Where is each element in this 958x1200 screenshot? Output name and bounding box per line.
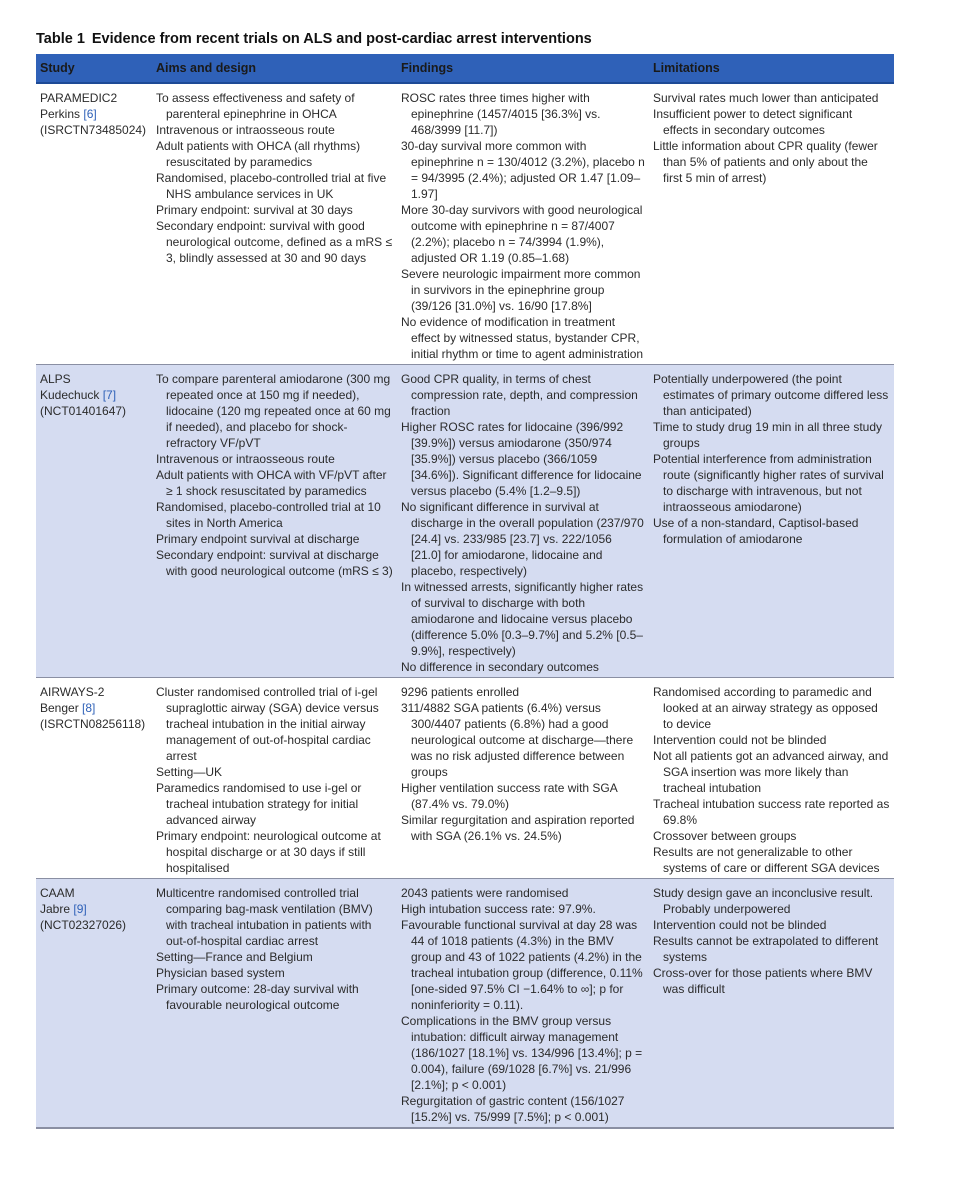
limitation-item: Potential interference from administration route (significantly higher rates of survival to discharge with intravenous, but not intraosseous amiodarone) <box>653 452 884 514</box>
study-cell <box>36 365 152 678</box>
table-caption-label: Table 1 <box>36 31 85 47</box>
study-author: Jabre <box>40 902 71 916</box>
aims-item: Adult patients with OHCA (all rhythms) resuscitated by paramedics <box>156 139 361 169</box>
limitation-item: Results cannot be extrapolated to different systems <box>653 934 879 964</box>
findings-cell <box>397 365 649 678</box>
aims-item: Intravenous or intraosseous route <box>156 452 335 466</box>
finding-item: More 30-day survivors with good neurological outcome with epinephrine n = 87/4007 (2.2%); placebo n = 74/3994 (1.9%), adjusted OR 1.19 (0.85–1.68) <box>401 203 643 265</box>
finding-item: No significant difference in survival at discharge in the overall population (237/970 [24.4] vs. 233/985 [23.7] vs. 222/1056 [21.0] for amiodarone, lidocaine and placebo, respectively) <box>401 500 644 578</box>
reference-link[interactable]: [9] <box>73 902 87 916</box>
study-author: Perkins <box>40 107 81 121</box>
aims-item: Primary outcome: 28-day survival with favourable neurological outcome <box>156 982 359 1012</box>
aims-item: Secondary endpoint: survival at discharge with good neurological outcome (mRS ≤ 3) <box>156 548 393 578</box>
limitation-item: Intervention could not be blinded <box>653 918 827 932</box>
finding-item: 2043 patients were randomised <box>401 886 569 900</box>
limitation-item: Time to study drug 19 min in all three study groups <box>653 420 882 450</box>
table-body <box>36 83 894 1128</box>
reference-link[interactable]: [7] <box>102 388 117 402</box>
finding-item: Higher ventilation success rate with SGA (87.4% vs. 79.0%) <box>401 781 618 811</box>
study-cell <box>36 678 152 879</box>
finding-item: Regurgitation of gastric content (156/1027 [15.2%] vs. 75/999 [7.5%]; p < 0.001) <box>401 1094 625 1124</box>
limitation-item: Tracheal intubation success rate reported as 69.8% <box>653 797 890 827</box>
header-aims-and-design: Aims and design <box>156 61 257 75</box>
reference-link[interactable]: [8] <box>82 701 96 715</box>
table-caption <box>36 28 894 50</box>
finding-item: Good CPR quality, in terms of chest compression rate, depth, and compression fraction <box>401 372 638 418</box>
aims-item: Cluster randomised controlled trial of i-gel supraglottic airway (SGA) device versus tracheal intubation in the initial airway management of out-of-hospital cardiac arrest <box>156 685 379 763</box>
table-row <box>36 365 894 678</box>
study-cell <box>36 879 152 1129</box>
header-findings: Findings <box>401 61 454 75</box>
evidence-table <box>36 54 894 1129</box>
findings-cell <box>397 879 649 1129</box>
aims-item: Multicentre randomised controlled trial comparing bag-mask ventilation (BMV) with tracheal intubation in patients with out-of-hospital cardiac arrest <box>156 886 373 948</box>
limitation-item: Intervention could not be blinded <box>653 733 827 747</box>
finding-item: ROSC rates three times higher with epinephrine (1457/4015 [36.3%] vs. 468/3999 [11.7]) <box>401 91 601 137</box>
table-row <box>36 678 894 879</box>
table-container <box>36 28 894 1129</box>
limitation-item: Potentially underpowered (the point estimates of primary outcome differed less than anticipated) <box>653 372 889 418</box>
aims-item: Secondary endpoint: survival with good neurological outcome, defined as a mRS ≤ 3, blindly assessed at 30 and 90 days <box>156 219 393 265</box>
aims-item: Paramedics randomised to use i-gel or tracheal intubation strategy for initial advanced airway <box>156 781 362 827</box>
study-author-line <box>40 387 148 403</box>
reference-link[interactable]: [6] <box>83 107 97 121</box>
aims-item: Primary endpoint: neurological outcome at hospital discharge or at 30 days if still hospitalised <box>156 829 381 875</box>
aims-cell <box>152 83 397 365</box>
study-cell <box>36 83 152 365</box>
finding-item: 311/4882 SGA patients (6.4%) versus 300/4407 patients (6.8%) had a good neurological outcome at discharge—there was no risk adjusted difference between groups <box>401 701 634 779</box>
study-author-line <box>40 700 148 716</box>
limitation-item: Results are not generalizable to other systems of care or different SGA devices <box>653 845 880 875</box>
study-name: CAAM <box>40 886 75 900</box>
study-registration-id: (NCT02327026) <box>40 918 127 932</box>
finding-item: Complications in the BMV group versus intubation: difficult airway management (186/1027 [18.1%] vs. 134/996 [13.4%]; p = 0.004), failure (69/1028 [6.7%] vs. 21/996 [2.1%]; p < 0.001) <box>401 1014 643 1092</box>
limitation-item: Randomised according to paramedic and looked at an airway strategy as opposed to device <box>653 685 878 731</box>
study-registration-id: (NCT01401647) <box>40 404 127 418</box>
aims-item: Setting—UK <box>156 765 223 779</box>
finding-item: 9296 patients enrolled <box>401 685 520 699</box>
study-name: ALPS <box>40 372 71 386</box>
limitations-cell <box>649 365 894 678</box>
aims-item: To assess effectiveness and safety of parenteral epinephrine in OHCA <box>156 91 355 121</box>
finding-item: 30-day survival more common with epinephrine n = 130/4012 (3.2%), placebo n = 94/3995 (2.4%); adjusted OR 1.47 [1.09–1.97] <box>401 139 645 201</box>
aims-item: Primary endpoint survival at discharge <box>156 532 360 546</box>
study-author-line <box>40 106 148 122</box>
aims-item: Setting—France and Belgium <box>156 950 313 964</box>
study-name: AIRWAYS-2 <box>40 685 105 699</box>
finding-item: Severe neurologic impairment more common in survivors in the epinephrine group (39/126 [31.0%] vs. 16/90 [17.8%] <box>401 267 641 313</box>
findings-cell <box>397 83 649 365</box>
limitations-cell <box>649 879 894 1129</box>
aims-item: Intravenous or intraosseous route <box>156 123 335 137</box>
table-row <box>36 879 894 1129</box>
finding-item: Higher ROSC rates for lidocaine (396/992 [39.9%]) versus amiodarone (350/974 [35.9%]) versus placebo (366/1059 [34.6%]). Significant difference for lidocaine versus placebo (5.4% [1.2–9.5]) <box>401 420 642 498</box>
aims-cell <box>152 879 397 1129</box>
study-registration-id: (ISRCTN08256118) <box>40 717 146 731</box>
aims-item: Physician based system <box>156 966 285 980</box>
finding-item: No difference in secondary outcomes <box>401 660 599 674</box>
limitations-cell <box>649 678 894 879</box>
aims-item: Randomised, placebo-controlled trial at five NHS ambulance services in UK <box>156 171 387 201</box>
finding-item: In witnessed arrests, significantly higher rates of survival to discharge with both amiodarone and lidocaine versus placebo (difference 5.0% [0.3–9.7%] and 5.2% [0.5–9.9%], respectively) <box>401 580 644 658</box>
limitation-item: Little information about CPR quality (fewer than 5% of patients and only about the first 5 min of arrest) <box>653 139 878 185</box>
aims-item: To compare parenteral amiodarone (300 mg repeated once at 150 mg if needed), lidocaine (120 mg repeated once at 60 mg if needed), and placebo for shock-refractory VF/pVT <box>156 372 391 450</box>
header-limitations: Limitations <box>653 61 720 75</box>
study-author: Kudechuck <box>40 388 100 402</box>
finding-item: No evidence of modification in treatment effect by witnessed status, bystander CPR, initial rhythm or time to agent administration <box>401 315 644 361</box>
study-name: PARAMEDIC2 <box>40 91 118 105</box>
aims-cell <box>152 365 397 678</box>
table-header-row <box>36 54 894 83</box>
findings-cell <box>397 678 649 879</box>
limitation-item: Use of a non-standard, Captisol-based formulation of amiodarone <box>653 516 859 546</box>
study-registration-id: (ISRCTN73485024) <box>40 123 147 137</box>
aims-item: Randomised, placebo-controlled trial at 10 sites in North America <box>156 500 381 530</box>
finding-item: High intubation success rate: 97.9%. <box>401 902 596 916</box>
aims-item: Adult patients with OHCA with VF/pVT after ≥ 1 shock resuscitated by paramedics <box>156 468 387 498</box>
finding-item: Favourable functional survival at day 28 was 44 of 1018 patients (4.3%) in the BMV group and 43 of 1022 patients (4.2%) in the tracheal intubation group (difference, 0.11% [one-sided 97.5% CI −1.64% to ∞]; p for noninferiority = 0.11). <box>401 918 643 1012</box>
limitations-cell <box>649 83 894 365</box>
limitation-item: Crossover between groups <box>653 829 797 843</box>
study-author-line <box>40 901 148 917</box>
limitation-item: Survival rates much lower than anticipated <box>653 91 879 105</box>
aims-item: Primary endpoint: survival at 30 days <box>156 203 353 217</box>
table-row <box>36 83 894 365</box>
finding-item: Similar regurgitation and aspiration reported with SGA (26.1% vs. 24.5%) <box>401 813 635 843</box>
table-caption-text: Evidence from recent trials on ALS and post-cardiac arrest interventions <box>91 31 592 47</box>
study-author: Benger <box>40 701 79 715</box>
limitation-item: Insufficient power to detect significant effects in secondary outcomes <box>653 107 853 137</box>
header-study: Study <box>40 61 75 75</box>
limitation-item: Cross-over for those patients where BMV was difficult <box>653 966 873 996</box>
limitation-item: Not all patients got an advanced airway, and SGA insertion was more likely than tracheal intubation <box>653 749 889 795</box>
aims-cell <box>152 678 397 879</box>
limitation-item: Study design gave an inconclusive result. Probably underpowered <box>653 886 874 916</box>
